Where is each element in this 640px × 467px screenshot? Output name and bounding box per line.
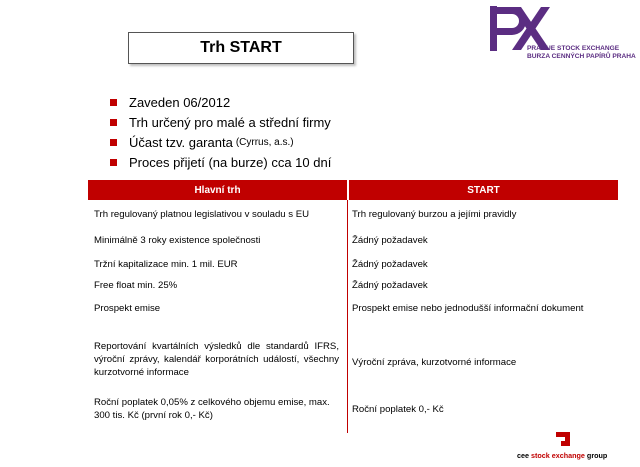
- table-header-main-market: Hlavní trh: [88, 180, 347, 200]
- slide-title-box: [128, 32, 354, 64]
- cee-text-part1: cee: [517, 451, 531, 460]
- bullet-text: Proces přijetí (na burze) cca 10 dní: [129, 154, 332, 170]
- bullet-item: [110, 152, 331, 172]
- cee-group-logo-text: [517, 451, 607, 460]
- table-cell: Minimálně 3 roky existence společnosti: [94, 235, 261, 246]
- bullet-text: Trh určený pro malé a střední firmy: [129, 114, 331, 130]
- table-cell: Žádný požadavek: [352, 280, 428, 291]
- cee-logo-icon: [553, 429, 573, 449]
- table-divider: [347, 200, 348, 433]
- cee-text-part3: group: [584, 451, 608, 460]
- table-cell: Žádný požadavek: [352, 259, 428, 270]
- table-cell: Roční poplatek 0,05% z celkového objemu emise, max. 300 tis. Kč (první rok 0,- Kč): [94, 397, 330, 421]
- table-cell: Free float min. 25%: [94, 280, 178, 291]
- bullet-list: [110, 92, 331, 172]
- table-cell: Reportování kvartálních výsledků dle standardů IFRS, výroční zprávy, kalendář korporátních událostí, všechny kurzotvorné informace: [94, 341, 339, 378]
- table-cell: Prospekt emise: [94, 303, 161, 314]
- comparison-table: [88, 180, 618, 433]
- bullet-square-icon: [110, 119, 117, 126]
- bullet-note: (Cyrrus, a.s.): [235, 136, 294, 148]
- slide-title: Trh START: [200, 39, 282, 56]
- pse-logo-line1: PRAGUE STOCK EXCHANGE: [527, 45, 620, 52]
- table-cell: Výroční zpráva, kurzotvorné informace: [352, 357, 517, 368]
- bullet-square-icon: [110, 139, 117, 146]
- bullet-text: Zaveden 06/2012: [129, 94, 231, 110]
- table-cell: Žádný požadavek: [352, 235, 428, 246]
- table-header-start: START: [349, 180, 618, 200]
- table-cell: Trh regulovaný burzou a jejími pravidly: [352, 209, 517, 220]
- bullet-square-icon: [110, 159, 117, 166]
- bullet-item: [110, 132, 331, 152]
- bullet-item: [110, 112, 331, 132]
- table-cell: Tržní kapitalizace min. 1 mil. EUR: [94, 259, 238, 270]
- table-cell: Trh regulovaný platnou legislativou v souladu s EU: [94, 209, 310, 220]
- table-cell: Prospekt emise nebo jednodušší informační dokument: [352, 303, 584, 314]
- table-cell: Roční poplatek 0,- Kč: [352, 404, 444, 415]
- cee-text-part2: stock exchange: [531, 451, 585, 460]
- pse-logo-line2: BURZA CENNÝCH PAPÍRŮ PRAHA: [527, 53, 636, 60]
- bullet-square-icon: [110, 99, 117, 106]
- pse-logo-icon: [490, 6, 632, 76]
- bullet-text: Účast tzv. garanta: [129, 134, 233, 150]
- pse-logo-text: [527, 45, 636, 61]
- bullet-item: [110, 92, 331, 112]
